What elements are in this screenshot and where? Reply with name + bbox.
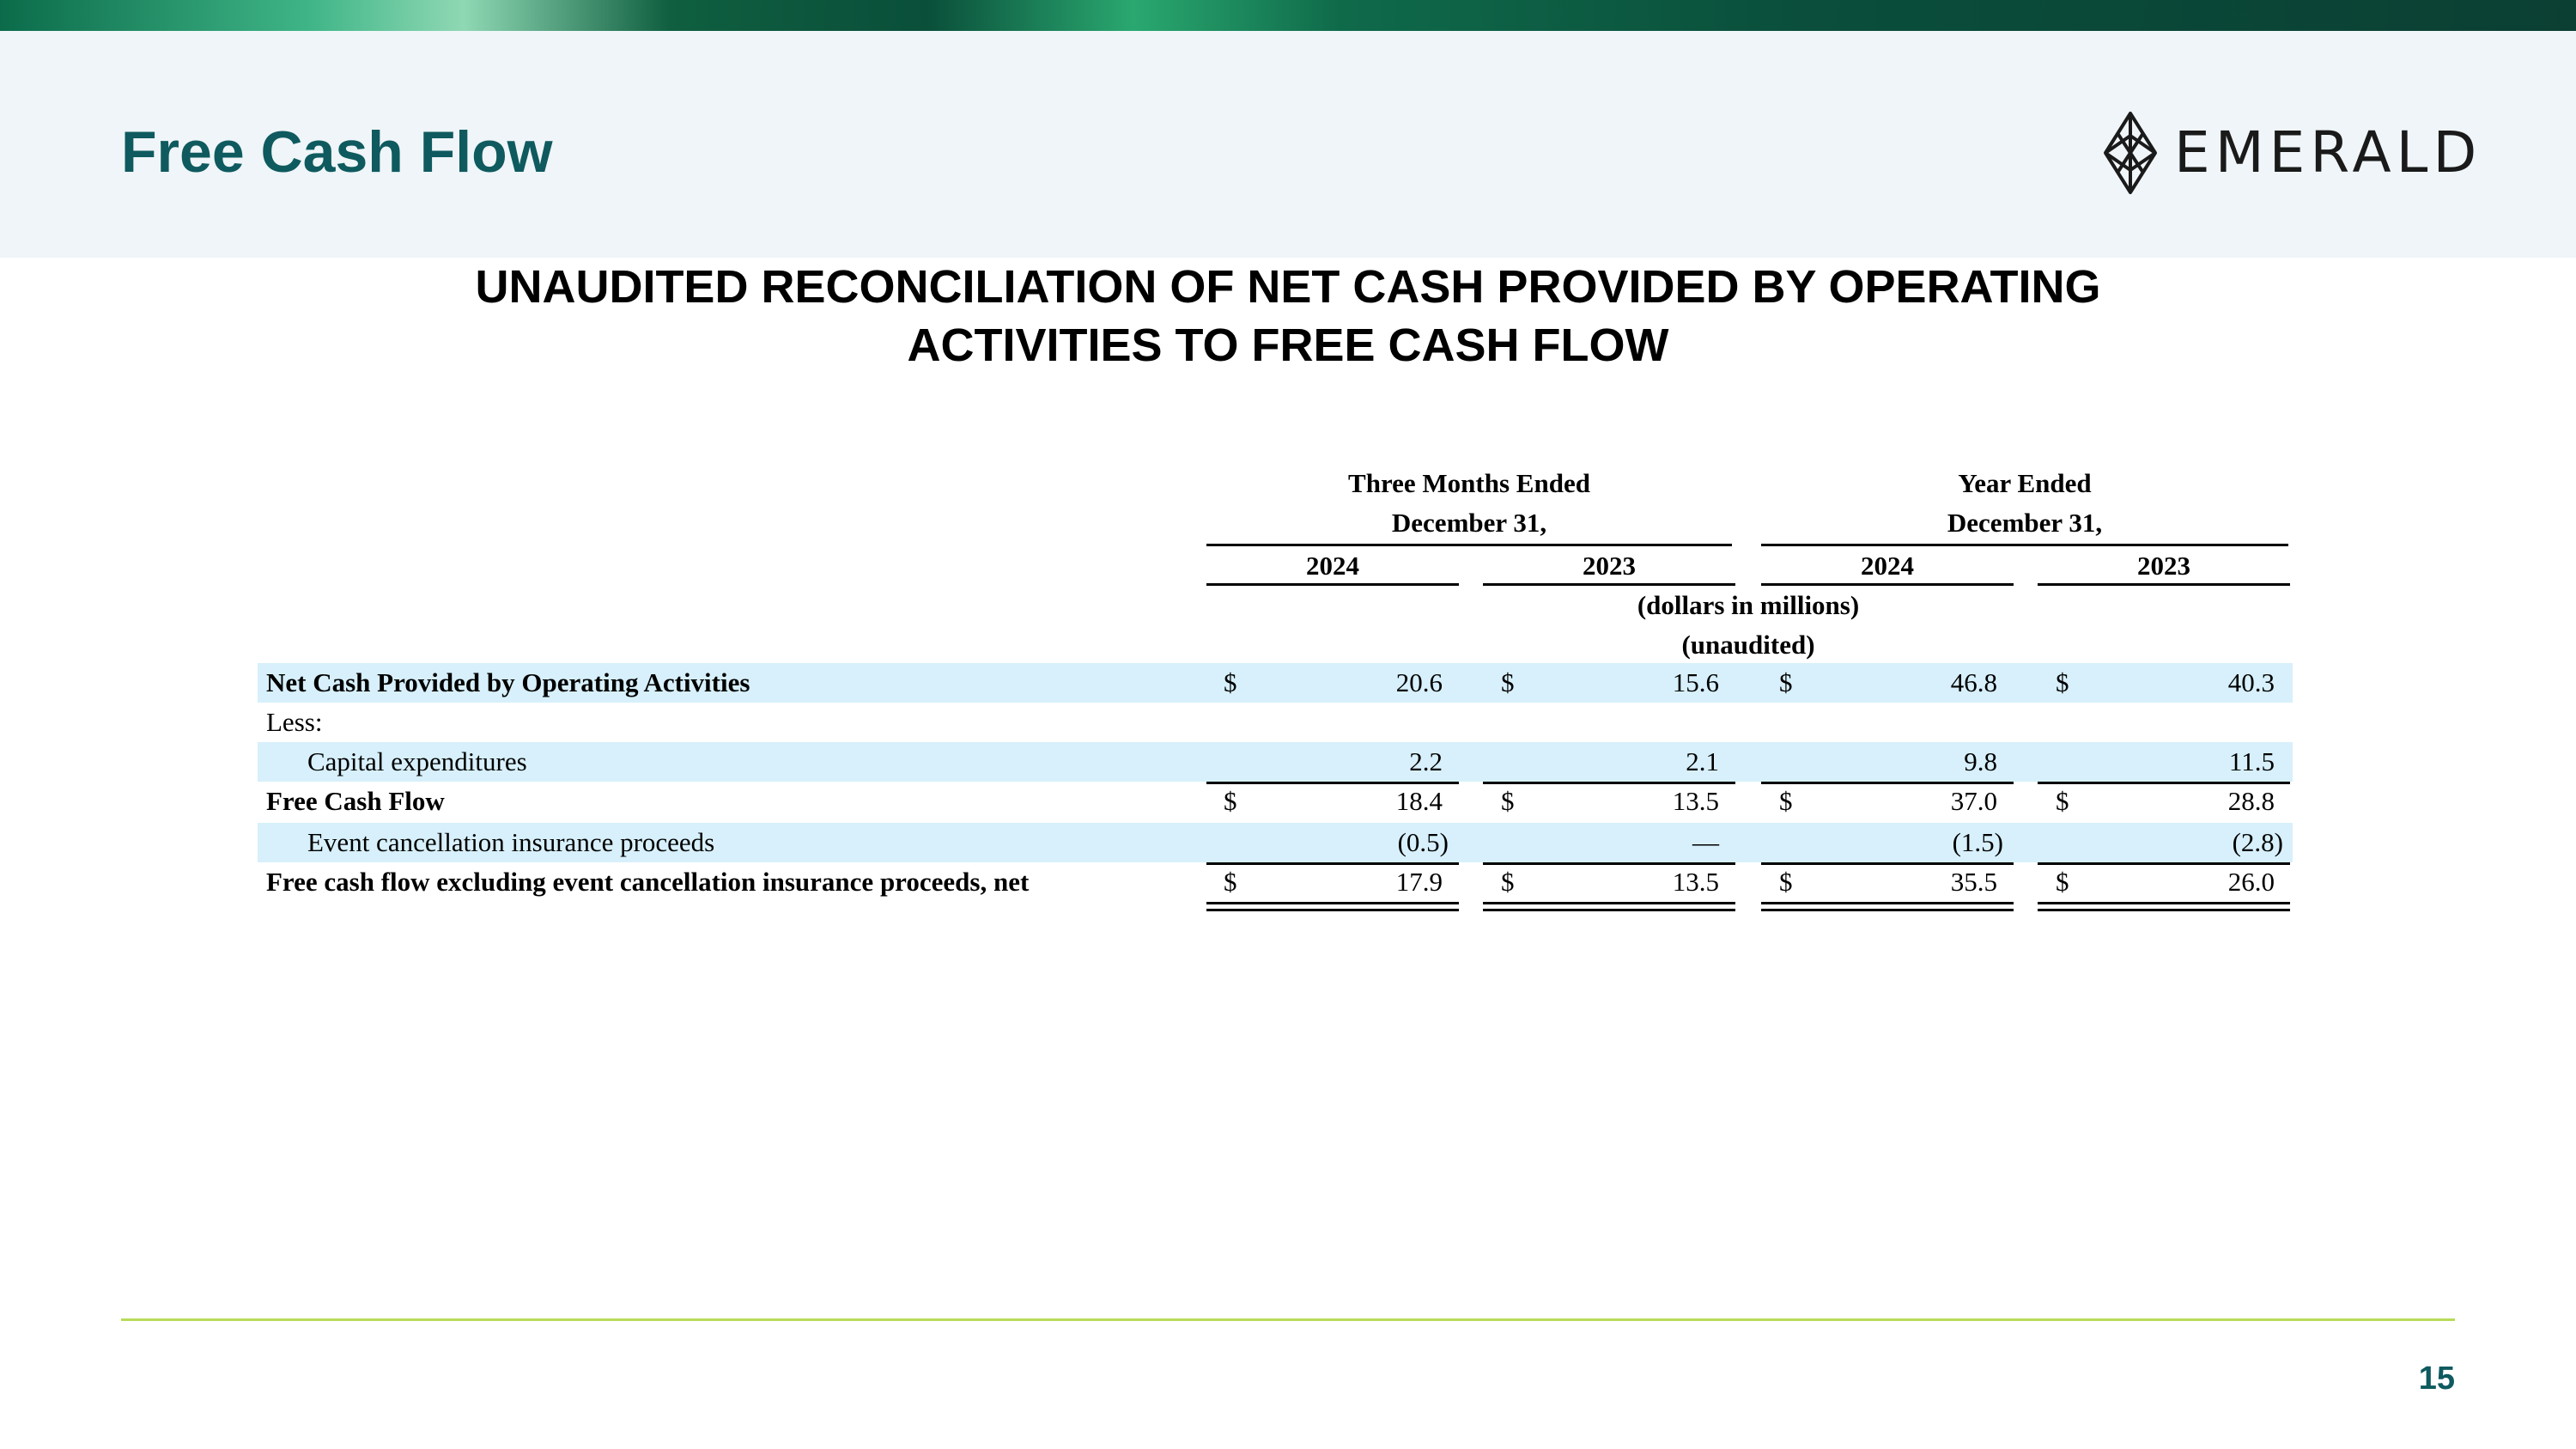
cell-value: 46.8 (1950, 667, 1997, 697)
top-gradient-band (0, 0, 2576, 31)
year-header-q-2024: 2024 (1306, 551, 1359, 581)
cell-value: 35.5 (1950, 867, 1997, 897)
total-rule (1206, 909, 1459, 911)
row-label-insurance-proceeds: Event cancellation insurance proceeds (307, 827, 715, 857)
total-rule (1483, 902, 1735, 904)
table-title (258, 258, 2318, 374)
total-rule (1206, 902, 1459, 904)
year-header-q-2023: 2023 (1583, 551, 1636, 581)
cell-value: 15.6 (1672, 667, 1719, 697)
currency-symbol: $ (1501, 667, 1515, 697)
emerald-gem-icon (2102, 110, 2159, 196)
cell-value: 18.4 (1395, 786, 1443, 816)
brand-wordmark: EMERALD (2174, 119, 2482, 186)
table-title-line-1: UNAUDITED RECONCILIATION OF NET CASH PROVIDED BY OPERATING (475, 261, 2101, 313)
table-row (258, 742, 2293, 782)
currency-symbol: $ (1224, 786, 1237, 816)
group-header-year-line-1: Year Ended (1958, 468, 2092, 498)
table-row (258, 823, 2293, 862)
currency-symbol: $ (1501, 867, 1515, 897)
cell-value: (2.8) (2232, 827, 2283, 857)
brand-logo (2102, 110, 2482, 196)
total-rule (2038, 902, 2290, 904)
cell-value: 26.0 (2227, 867, 2275, 897)
cell-value: 40.3 (2227, 667, 2275, 697)
table-title-line-2: ACTIVITIES TO FREE CASH FLOW (907, 320, 1669, 371)
page-number: 15 (2418, 1361, 2455, 1397)
units-note (1483, 586, 2014, 665)
row-label-fcf-excluding: Free cash flow excluding event cancellation insurance proceeds, net (266, 867, 1030, 897)
cell-value: 2.1 (1686, 746, 1719, 776)
cell-value: 9.8 (1964, 746, 1997, 776)
cell-value: 2.2 (1409, 746, 1443, 776)
year-header-fy-2024: 2024 (1861, 551, 1914, 581)
total-rule (1483, 909, 1735, 911)
currency-symbol: $ (1501, 786, 1515, 816)
year-rule-1 (1206, 583, 1459, 586)
cell-value: 13.5 (1672, 786, 1719, 816)
currency-symbol: $ (1779, 867, 1793, 897)
cell-value: 37.0 (1950, 786, 1997, 816)
units-line-2: (unaudited) (1681, 630, 1815, 660)
group-header-three-months-line-1: Three Months Ended (1348, 468, 1590, 498)
group-header-year-line-2: December 31, (1947, 508, 2103, 538)
cell-value: 17.9 (1395, 867, 1443, 897)
cell-value: 13.5 (1672, 867, 1719, 897)
row-label-free-cash-flow: Free Cash Flow (266, 786, 445, 816)
group-header-three-months (1206, 464, 1732, 543)
currency-symbol: $ (2056, 867, 2069, 897)
year-header-fy-2023: 2023 (2137, 551, 2190, 581)
cell-value: 11.5 (2228, 746, 2275, 776)
row-label-net-cash: Net Cash Provided by Operating Activities (266, 667, 750, 697)
currency-symbol: $ (2056, 786, 2069, 816)
cell-value: 28.8 (2227, 786, 2275, 816)
table-row (258, 862, 2293, 902)
group-header-three-months-line-2: December 31, (1391, 508, 1547, 538)
cell-value: 20.6 (1395, 667, 1443, 697)
year-rule-4 (2038, 583, 2290, 586)
footer-rule (121, 1318, 2455, 1321)
row-label-capex: Capital expenditures (307, 746, 527, 776)
cell-value: — (1692, 827, 1719, 857)
units-line-1: (dollars in millions) (1637, 590, 1860, 620)
total-rule (2038, 909, 2290, 911)
currency-symbol: $ (1224, 867, 1237, 897)
table-row (258, 663, 2293, 703)
page-title: Free Cash Flow (121, 119, 553, 185)
table-row (258, 782, 2293, 821)
currency-symbol: $ (2056, 667, 2069, 697)
total-rule (1761, 909, 2014, 911)
cell-value: (0.5) (1397, 827, 1449, 857)
currency-symbol: $ (1779, 667, 1793, 697)
table-row (258, 703, 2293, 742)
currency-symbol: $ (1779, 786, 1793, 816)
total-rule (1761, 902, 2014, 904)
row-label-less: Less: (266, 707, 323, 737)
currency-symbol: $ (1224, 667, 1237, 697)
cell-value: (1.5) (1952, 827, 2003, 857)
group-header-year (1761, 464, 2288, 543)
